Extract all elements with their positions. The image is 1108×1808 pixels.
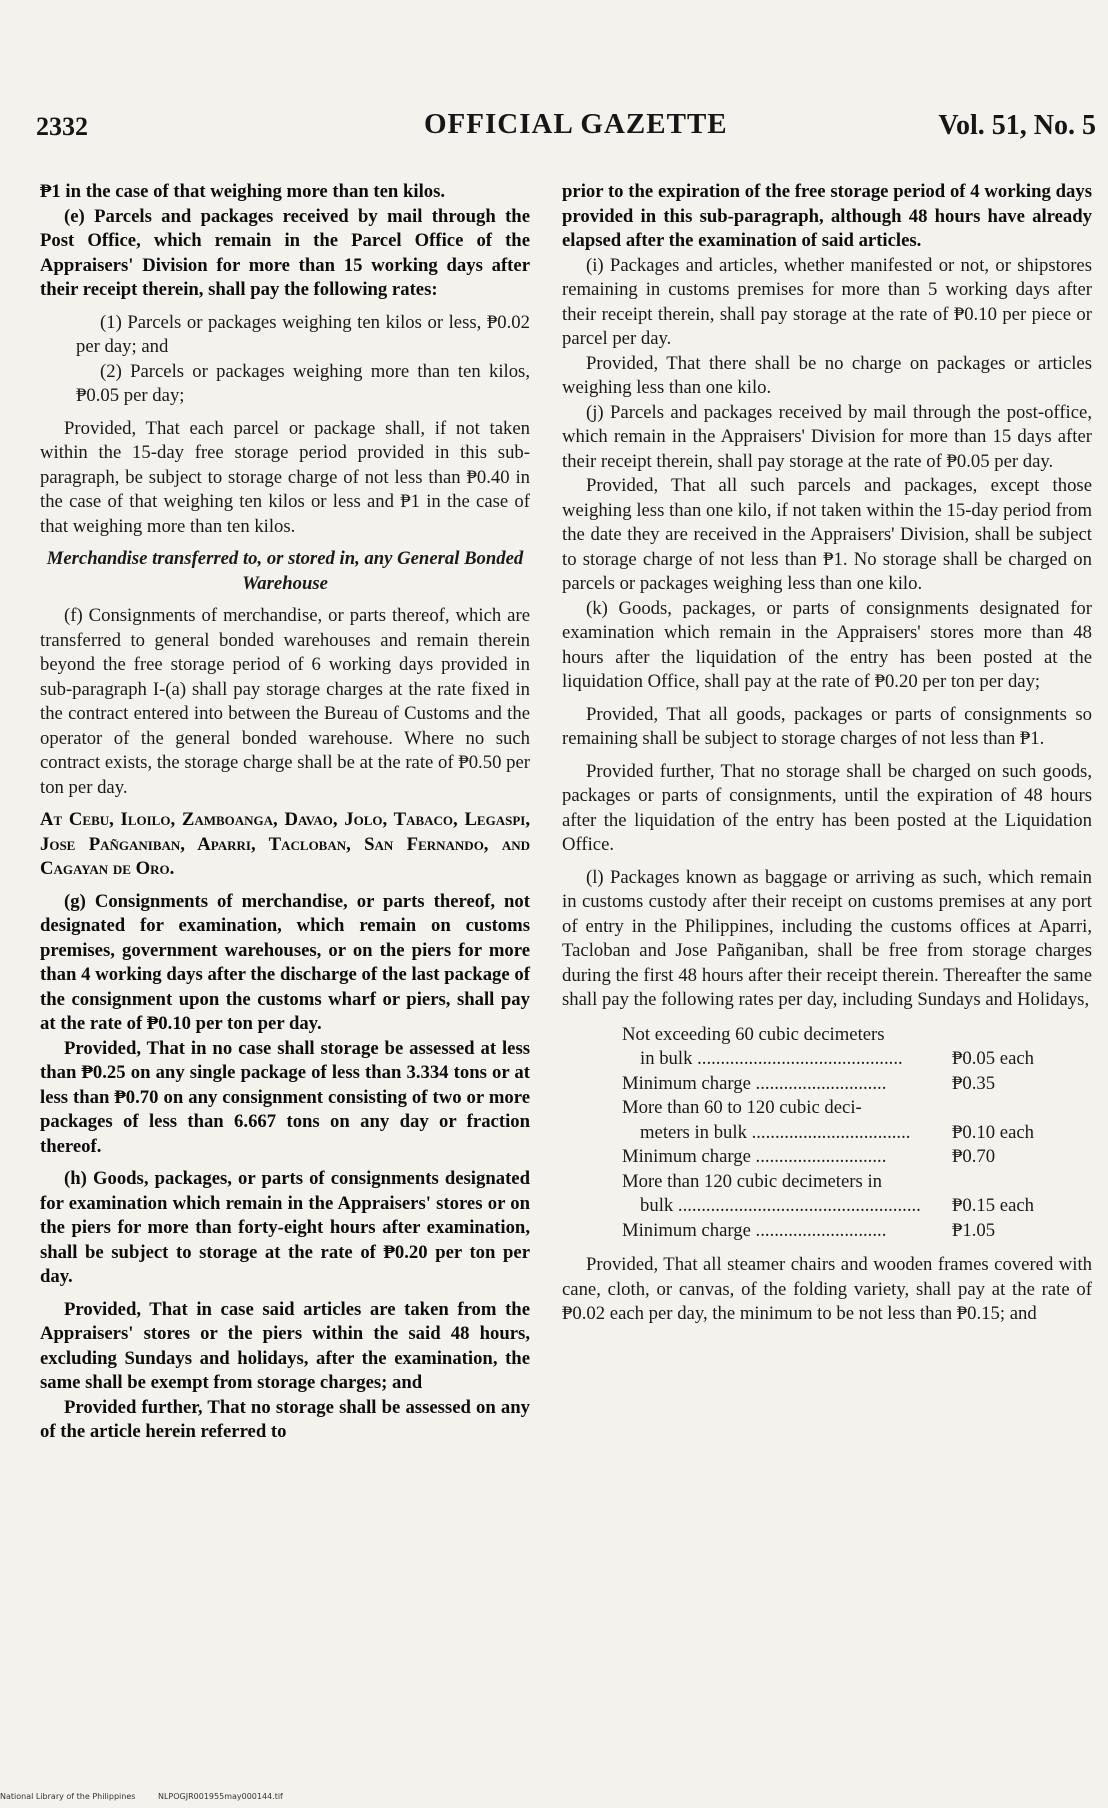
rate-row: meters in bulk .................................. ₱0.10 each <box>640 1121 1034 1143</box>
rate-row: Minimum charge ............................ ₱0.70 <box>622 1146 996 1167</box>
paragraph-l: (l) Packages known as baggage or arriving as such, which remain in customs custody after their receipt on customs premises at any port of entry in the Philippines, including the customs offices at Aparri, Tacloban and Jose Pañganiban, shall be free from storage charges during the first 48 hours after their receipt therein. Thereafter the same shall pay the following rates per day, including Sundays and Holidays, <box>562 866 1092 1010</box>
rate-row: More than 60 to 120 cubic deci- <box>622 1097 862 1118</box>
paragraph: ₱1 in the case of that weighing more than ten kilos. <box>40 181 446 202</box>
paragraph-proviso: Provided, That each parcel or package shall, if not taken within the 15-day free storage period provided in this sub-paragraph, be subject to storage charge of not less than ₱0.40 in the case of that weighing ten kilos or less and ₱1 in the case of that weighing more than ten kilos. <box>40 417 530 537</box>
rate-row: Not exceeding 60 cubic decimeters <box>622 1023 885 1045</box>
paragraph-proviso: Provided further, That no storage shall be assessed on any of the article herein referred to <box>40 1396 530 1442</box>
paragraph-k: (k) Goods, packages, or parts of consignments designated for examination which remain in the Appraisers' stores more than 48 hours after the liquidation of the entry has been posted at the liquidation Office, shall pay at the rate of ₱0.20 per ton per day; <box>562 597 1092 692</box>
publication-title: OFFICIAL GAZETTE <box>424 108 728 140</box>
paragraph-proviso: Provided, That all goods, packages or parts of consignments so remaining shall be subject to storage charges of not less than ₱1. <box>562 703 1092 749</box>
paragraph-proviso: Provided, That all steamer chairs and wooden frames covered with cane, cloth, or canvas, of the folding variety, shall pay at the rate of ₱0.02 each per day, the minimum to be not less than ₱0.15; and <box>562 1254 1092 1324</box>
rate-table <box>622 1023 1042 1244</box>
paragraph-proviso: Provided further, That no storage shall be charged on such goods, packages or parts of consignments, until the expiration of 48 hours after the liquidation of the entry has been posted at the Liquidation Office. <box>562 760 1092 855</box>
source-label: National Library of the Philippines <box>0 1792 136 1801</box>
rate-row: Minimum charge ............................ ₱1.05 <box>622 1219 996 1241</box>
file-label: NLPOGJR001955may000144.tif <box>157 1792 283 1801</box>
paragraph-j: (j) Parcels and packages received by mail through the post-office, which remain in the Appraisers' Division for more than 15 days after their receipt therein, shall pay storage at the rate of ₱0.05 per day. <box>562 401 1092 472</box>
paragraph-e2: (2) Parcels or packages weighing more than ten kilos, ₱0.05 per day; <box>76 360 530 406</box>
paragraph-e1: (1) Parcels or packages weighing ten kilos or less, ₱0.02 per day; and <box>76 311 530 357</box>
ports-heading: At Cebu, Iloilo, Zamboanga, Davao, Jolo, Tabaco, Legaspi, Jose Pañganiban, Aparri, Tacloban, San Fernando, and Cagayan de Oro. <box>40 809 530 879</box>
volume-number: Vol. 51, No. 5 <box>938 110 1096 141</box>
paragraph-h: (h) Goods, packages, or parts of consignments designated for examination which remain in the Appraisers' stores or on the piers for more than forty-eight hours after examination, shall be subject to storage at the rate of ₱0.20 per ton per day. <box>40 1168 530 1287</box>
paragraph-i: (i) Packages and articles, whether manifested or not, or shipstores remaining in customs premises for more than 5 working days after their receipt therein, shall pay storage at the rate of ₱0.10 per piece or parcel per day. <box>562 254 1092 349</box>
page-number: 2332 <box>36 112 88 141</box>
paragraph-proviso: Provided, That all such parcels and packages, except those weighing less than one kilo, if not taken within the 15-day period from the date they are received in the Appraisers' Division, shall be subject to storage charge of not less than ₱1. No storage shall be charged on parcels or packages weighing less than one kilo. <box>562 475 1092 594</box>
paragraph-f: (f) Consignments of merchandise, or parts thereof, which are transferred to general bonded warehouses and remain therein beyond the free storage period of 6 working days provided in sub-paragraph I-(a) shall pay storage charges at the rate fixed in the contract entered into between the Bureau of Customs and the operator of the general bonded warehouse. Where no such contract exists, the storage charge shall be at the rate of ₱0.50 per ton per day. <box>40 605 530 798</box>
paragraph-e: (e) Parcels and packages received by mail through the Post Office, which remain in the Parcel Office of the Appraisers' Division for more than 15 working days after their receipt therein, shall pay the following rates: <box>40 205 530 300</box>
paragraph-g: (g) Consignments of merchandise, or parts thereof, not designated for examination, which remain on customs premises, government warehouses, or on the piers for more than 4 working days after the discharge of the last package of the consignment upon the customs wharf or piers, shall pay at the rate of ₱0.10 per ton per day. <box>40 890 530 1034</box>
paragraph-proviso: Provided, That in case said articles are taken from the Appraisers' stores or the piers within the said 48 hours, excluding Sundays and holidays, after the examination, the same shall be exempt from storage charges; and <box>40 1298 530 1393</box>
section-heading: Merchandise transferred to, or stored in, any General Bonded Warehouse <box>46 548 524 594</box>
rate-row: in bulk ............................................ ₱0.05 each <box>640 1048 1034 1069</box>
left-column <box>40 180 530 1445</box>
right-column <box>562 180 1092 1327</box>
paragraph-proviso: Provided, That in no case shall storage be assessed at less than ₱0.25 on any single package of less than 3.334 tons or at less than ₱0.70 on any consignment consisting of two or more packages of less than 6.667 tons on any day or fraction thereof. <box>40 1037 530 1157</box>
rate-row: Minimum charge ............................ ₱0.35 <box>622 1072 996 1094</box>
paragraph-proviso: Provided, That there shall be no charge on packages or articles weighing less than one kilo. <box>562 352 1092 398</box>
scan-footer <box>0 1792 303 1801</box>
paragraph: prior to the expiration of the free storage period of 4 working days provided in this sub-paragraph, although 48 hours have already elapsed after the examination of said articles. <box>562 181 1092 251</box>
rate-row: bulk .................................................... ₱0.15 each <box>640 1195 1034 1216</box>
rate-row: More than 120 cubic decimeters in <box>622 1170 882 1192</box>
page-header <box>36 108 1096 152</box>
